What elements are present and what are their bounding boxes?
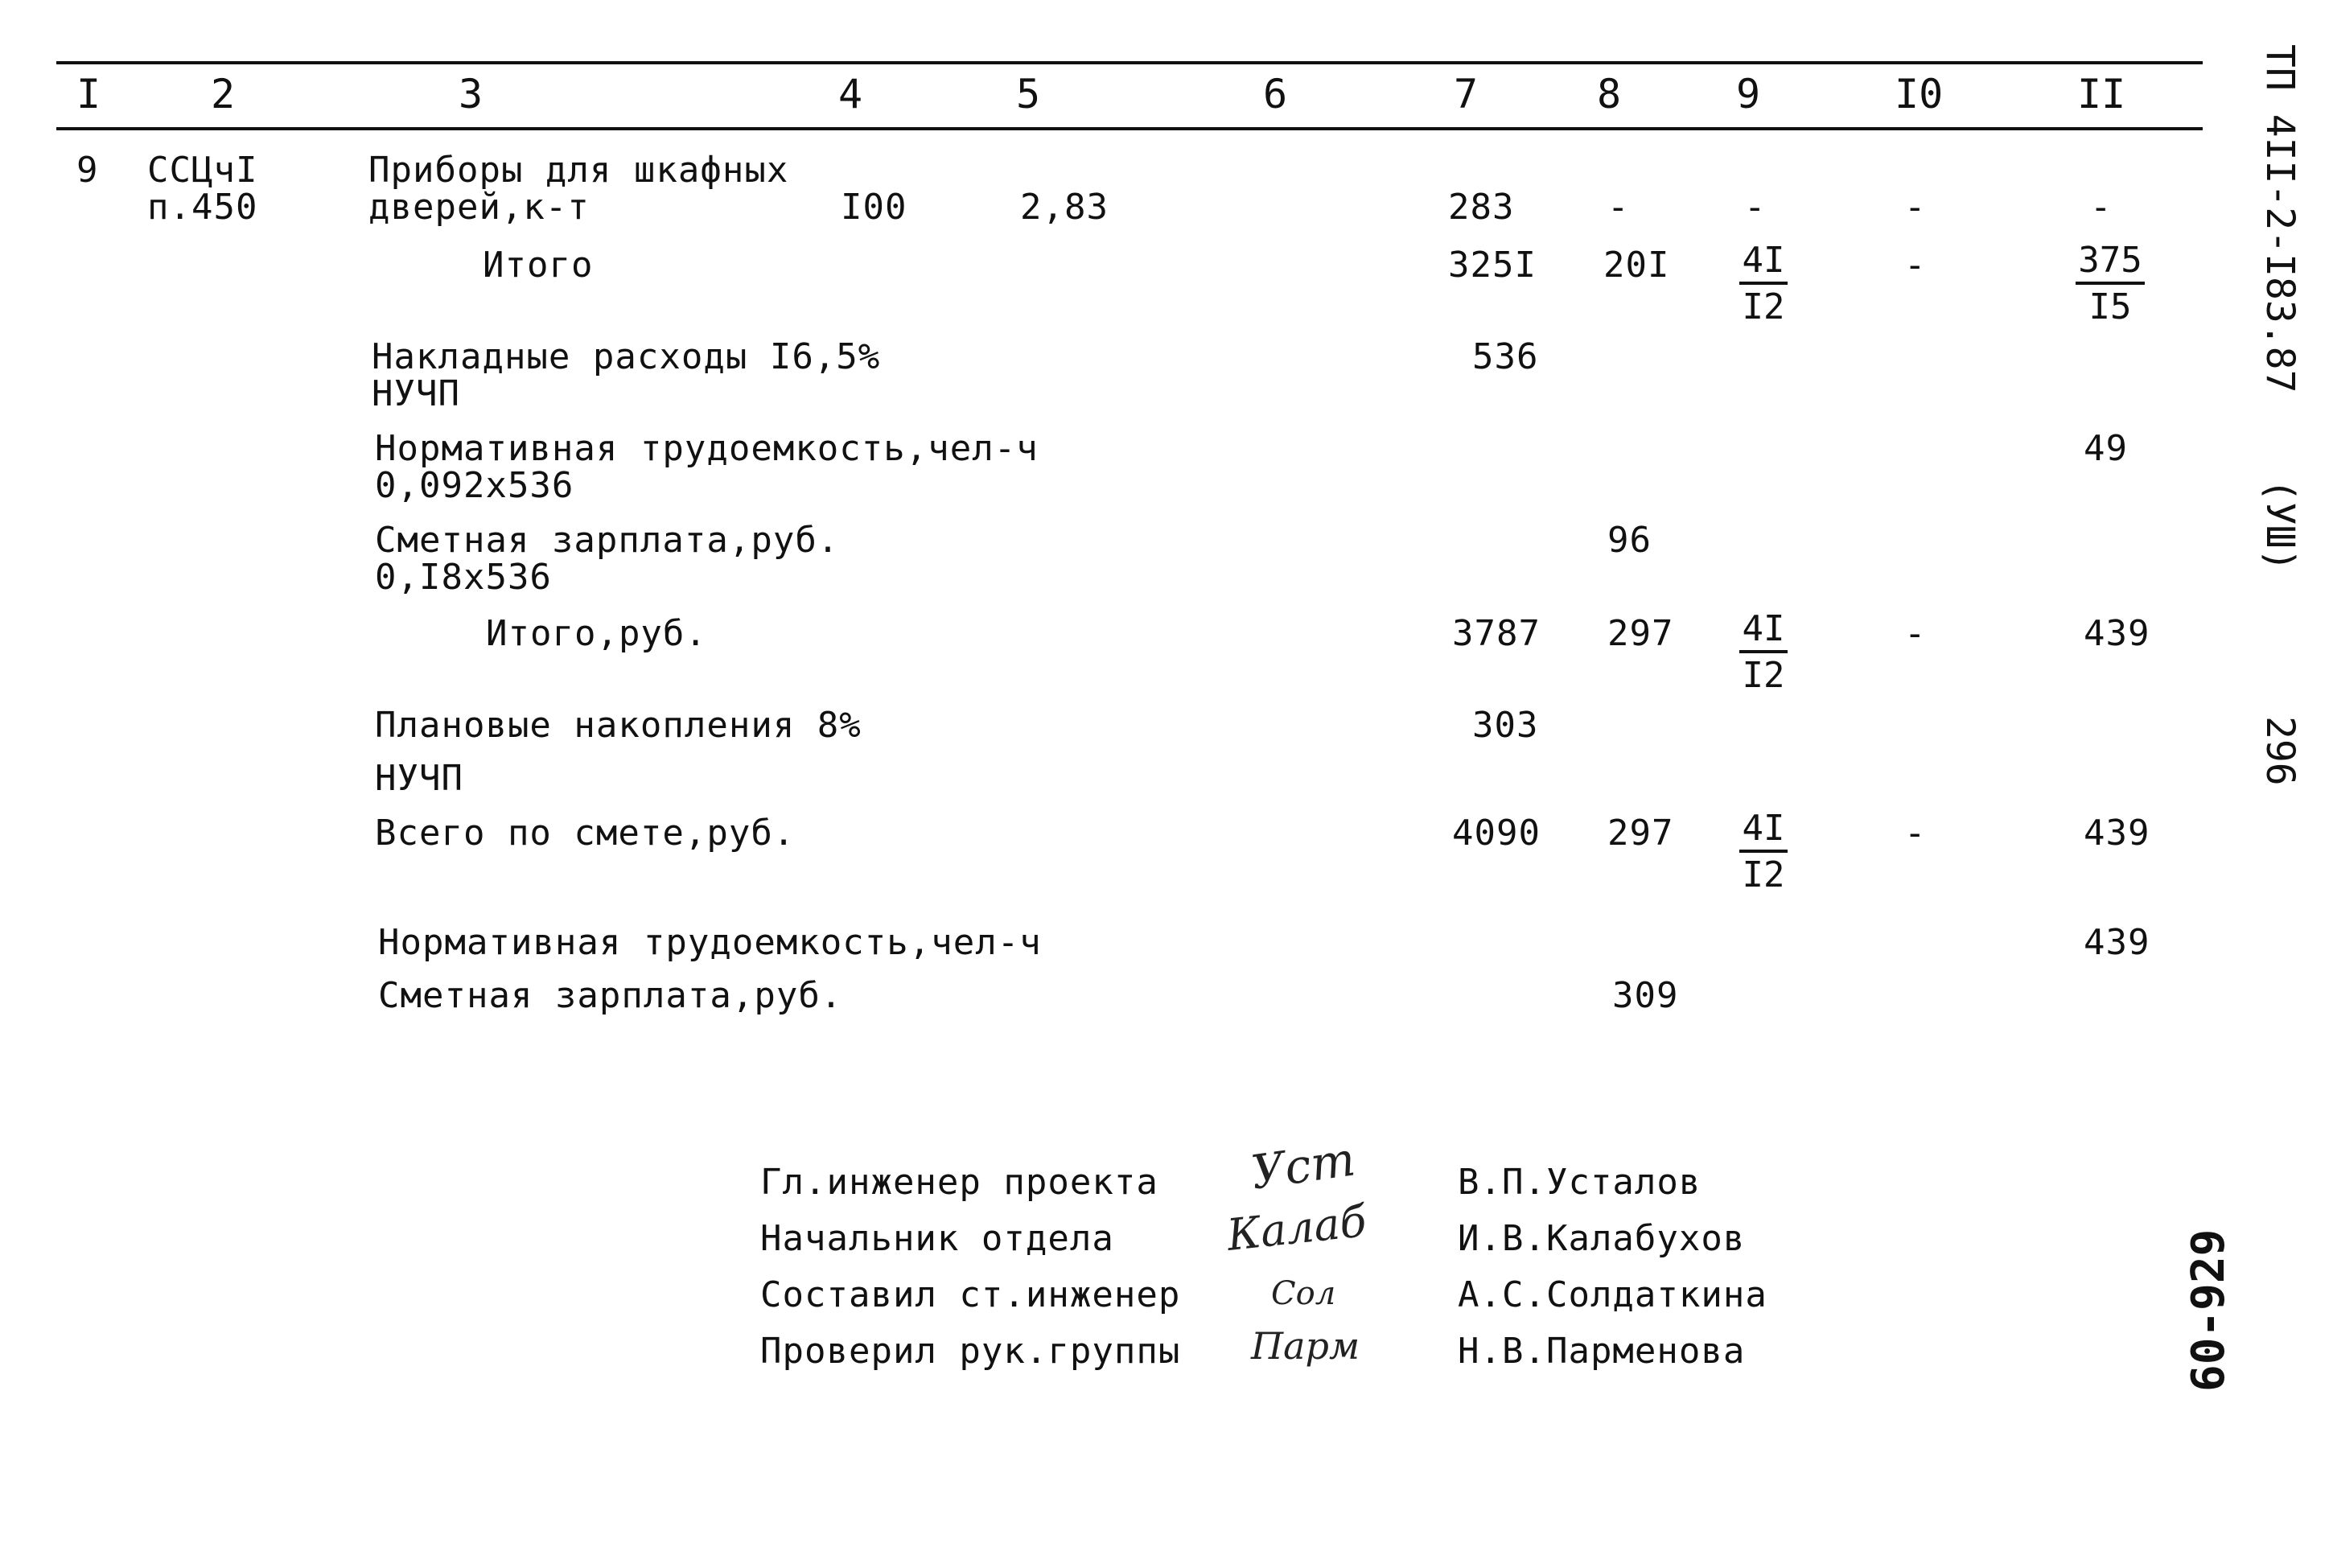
row-total-cost: 283 — [1448, 187, 1515, 228]
header-bottom-rule — [56, 127, 2203, 130]
subtotal1-col7: 325I — [1448, 245, 1537, 286]
signature-role-2: Начальник отдела — [760, 1218, 1114, 1259]
subtotal1-col9-fraction — [1739, 240, 1788, 327]
row-number: 9 — [76, 150, 99, 191]
labor1-label: Нормативная трудоемкость,чел-ч — [375, 428, 1039, 469]
col-header-1: I — [76, 71, 101, 117]
planned-source: НУЧП — [375, 758, 463, 799]
labor1-formula: 0,092x536 — [375, 465, 574, 506]
wages1-col8: 96 — [1607, 520, 1652, 561]
grand-total-col11: 439 — [2084, 813, 2150, 854]
labor2-label: Нормативная трудоемкость,чел-ч — [378, 922, 1042, 963]
subtotal1-col10: - — [1904, 245, 1927, 286]
handwritten-signature-1: Уст — [1247, 1131, 1359, 1200]
signature-role-1: Гл.инженер проекта — [760, 1162, 1158, 1203]
row-dash-col11: - — [2090, 187, 2113, 228]
col-header-3: 3 — [459, 71, 483, 117]
labor1-col11: 49 — [2084, 428, 2128, 469]
labor2-col11: 439 — [2084, 922, 2150, 963]
row-name-line1: Приборы для шкафных — [368, 150, 789, 191]
grand-total-col8: 297 — [1607, 813, 1674, 854]
signature-name-1: В.П.Усталов — [1458, 1162, 1701, 1203]
signature-role-4: Проверил рук.группы — [760, 1331, 1181, 1372]
subtotal1-label: Итого — [483, 245, 594, 286]
col-header-8: 8 — [1597, 71, 1622, 117]
grand-total-col7: 4090 — [1452, 813, 1541, 854]
subtotal2-col9-den: I2 — [1742, 655, 1785, 696]
subtotal1-col11-den: I5 — [2088, 286, 2132, 327]
subtotal1-col11-num: 375 — [2076, 243, 2145, 285]
album-number: (УШ) — [2257, 479, 2302, 572]
subtotal2-label: Итого,руб. — [486, 613, 707, 654]
signature-name-2: И.В.Калабухов — [1458, 1218, 1746, 1259]
col-header-6: 6 — [1263, 71, 1288, 117]
document-code: ТП 4II-2-I83.87 — [2257, 44, 2302, 393]
row-unit-price: 2,83 — [1020, 187, 1109, 228]
subtotal2-col9-num: 4I — [1739, 611, 1788, 653]
grand-total-col9-den: I2 — [1742, 854, 1785, 895]
subtotal2-col8: 297 — [1607, 613, 1674, 654]
overhead-label: Накладные расходы I6,5% — [372, 336, 881, 377]
planned-label: Плановые накопления 8% — [375, 705, 862, 746]
wages1-formula: 0,I8x536 — [375, 557, 552, 598]
grand-total-col10: - — [1904, 813, 1927, 854]
header-top-rule — [56, 61, 2203, 64]
subtotal2-col10: - — [1904, 613, 1927, 654]
planned-col7: 303 — [1472, 705, 1539, 746]
col-header-5: 5 — [1016, 71, 1041, 117]
col-header-7: 7 — [1454, 71, 1479, 117]
wages1-label: Сметная зарплата,руб. — [375, 520, 840, 561]
subtotal2-col7: 3787 — [1452, 613, 1541, 654]
col-header-10: I0 — [1895, 71, 1944, 117]
row-code-line1: ССЦчI — [147, 150, 258, 191]
handwritten-signature-2: Калаб — [1224, 1196, 1369, 1261]
col-header-2: 2 — [211, 71, 236, 117]
grand-total-label: Всего по смете,руб. — [375, 813, 796, 854]
subtotal1-col8: 20I — [1603, 245, 1670, 286]
col-header-11: II — [2077, 71, 2126, 117]
signature-role-3: Составил ст.инженер — [760, 1274, 1181, 1315]
grand-total-col9-fraction — [1739, 808, 1788, 895]
handwritten-signature-3: Сол — [1271, 1275, 1336, 1312]
wages2-label: Сметная зарплата,руб. — [378, 975, 843, 1016]
subtotal1-col11-fraction — [2076, 240, 2145, 327]
inventory-number: 60-929 — [2183, 1228, 2235, 1392]
subtotal2-col9-fraction — [1739, 608, 1788, 696]
row-dash-col8: - — [1607, 187, 1630, 228]
row-dash-col10: - — [1904, 187, 1927, 228]
grand-total-col9-num: 4I — [1739, 811, 1788, 853]
subtotal1-col9-den: I2 — [1742, 286, 1785, 327]
overhead-source: НУЧП — [372, 373, 460, 414]
col-header-4: 4 — [838, 71, 863, 117]
row-code-line2: п.450 — [147, 187, 258, 228]
subtotal2-col11: 439 — [2084, 613, 2150, 654]
wages2-col8: 309 — [1612, 975, 1679, 1016]
overhead-col7: 536 — [1472, 336, 1539, 377]
row-dash-col9: - — [1744, 187, 1767, 228]
subtotal1-col9-num: 4I — [1739, 243, 1788, 285]
signature-name-3: А.С.Солдаткина — [1458, 1274, 1767, 1315]
col-header-9: 9 — [1736, 71, 1761, 117]
page-number: 296 — [2257, 716, 2302, 786]
row-quantity: I00 — [841, 187, 907, 228]
signature-name-4: Н.В.Парменова — [1458, 1331, 1746, 1372]
row-name-line2: дверей,к-т — [368, 187, 590, 228]
handwritten-signature-4: Парм — [1251, 1324, 1360, 1368]
